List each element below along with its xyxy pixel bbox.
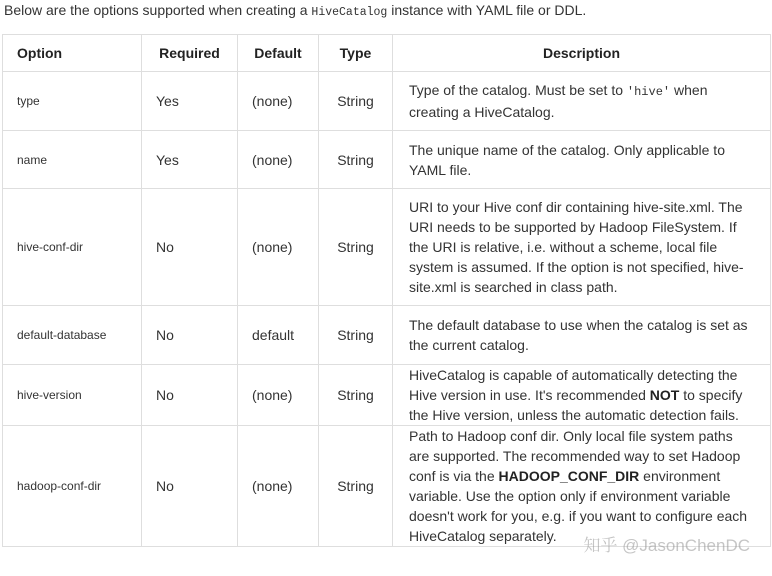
default-cell: (none) — [238, 72, 319, 131]
description-segment: environment variable. Use the option only if environment variable doesn't work for you, e.g. if you want to configure each HiveCatalog separately. — [409, 468, 748, 544]
type-cell: String — [319, 306, 393, 365]
description-segment: to specify the Hive version, unless the automatic detection fails. — [409, 387, 743, 423]
default-cell: (none) — [238, 426, 319, 547]
intro-text — [4, 0, 586, 23]
option-cell: name — [3, 131, 142, 189]
table-row — [3, 72, 771, 131]
description-segment: Path to Hadoop conf dir. Only local file system paths are supported. The recommended way to set Hadoop conf is via the — [409, 428, 741, 484]
default-cell: (none) — [238, 365, 319, 426]
watermark: 知乎 @JasonChenDC — [583, 536, 750, 555]
description-segment: NOT — [649, 387, 680, 403]
header-type: Type — [319, 35, 393, 72]
intro-code: HiveCatalog — [311, 6, 388, 19]
description-cell — [393, 306, 771, 365]
table-header-row — [3, 35, 771, 72]
option-cell: hive-version — [3, 365, 142, 426]
description-segment: HADOOP_CONF_DIR — [498, 468, 640, 484]
description-segment: Type of the catalog. Must be set to — [409, 82, 627, 98]
description-segment: The default database to use when the catalog is set as the current catalog. — [409, 317, 748, 353]
description-segment: 'hive' — [626, 85, 671, 99]
description-segment: The unique name of the catalog. Only applicable to YAML file. — [409, 141, 725, 178]
required-cell: No — [142, 365, 238, 426]
description-segment: URI to your Hive conf dir containing hive-site.xml. The URI needs to be supported by Hadoop FileSystem. If the URI is relative, i.e. without a scheme, local file system is assumed. If the option is not specified, hive-site.xml is searched in class path. — [409, 199, 744, 295]
required-cell: No — [142, 426, 238, 547]
option-cell: default-database — [3, 306, 142, 365]
required-cell: Yes — [142, 72, 238, 131]
description-cell — [393, 131, 771, 189]
description-segment: HiveCatalog is capable of automatically detecting the Hive version in use. It's recommended — [409, 367, 738, 403]
type-cell: String — [319, 72, 393, 131]
option-cell: type — [3, 72, 142, 131]
option-cell: hadoop-conf-dir — [3, 426, 142, 547]
description-cell — [393, 426, 771, 547]
header-required: Required — [142, 35, 238, 72]
required-cell: Yes — [142, 131, 238, 189]
intro-after: instance with YAML file or DDL. — [387, 2, 587, 18]
type-cell: String — [319, 426, 393, 547]
required-cell: No — [142, 306, 238, 365]
header-description: Description — [393, 35, 771, 72]
description-cell — [393, 189, 771, 306]
option-cell: hive-conf-dir — [3, 189, 142, 306]
intro-before: Below are the options supported when creating a — [4, 2, 312, 18]
default-cell: (none) — [238, 189, 319, 306]
description-cell — [393, 72, 771, 131]
description-segment: when creating a HiveCatalog. — [409, 82, 708, 120]
options-table — [2, 34, 771, 547]
table-row — [3, 131, 771, 189]
header-option: Option — [3, 35, 142, 72]
table-row — [3, 306, 771, 365]
table-row — [3, 426, 771, 547]
type-cell: String — [319, 131, 393, 189]
default-cell: (none) — [238, 131, 319, 189]
description-cell — [393, 365, 771, 426]
table-row — [3, 365, 771, 426]
type-cell: String — [319, 365, 393, 426]
table-row — [3, 189, 771, 306]
required-cell: No — [142, 189, 238, 306]
header-default: Default — [238, 35, 319, 72]
type-cell: String — [319, 189, 393, 306]
default-cell: default — [238, 306, 319, 365]
